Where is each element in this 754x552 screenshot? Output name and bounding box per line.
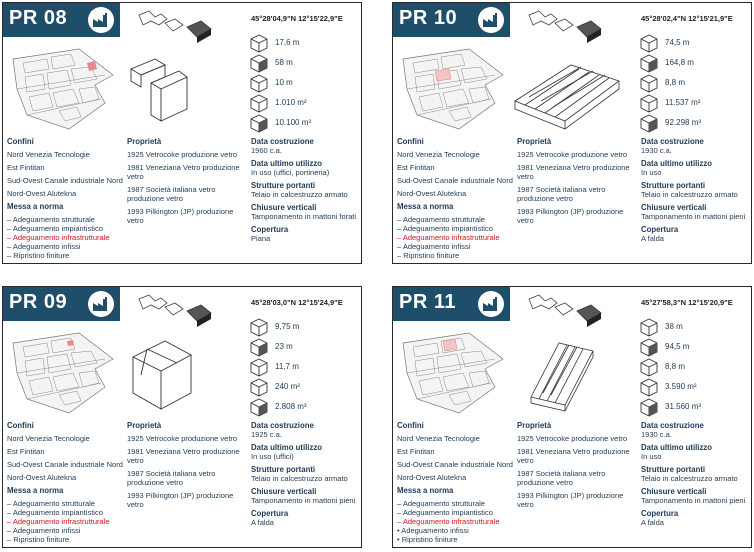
card-header — [393, 287, 510, 321]
area-cube-icon — [639, 378, 659, 398]
messa-item-highlight: – Adeguamento infrastrutturale — [7, 517, 110, 526]
width-cube-icon — [249, 318, 269, 338]
construction-column — [251, 137, 359, 243]
data-ultimo-utilizzo-label: Data ultimo utilizzo — [251, 443, 323, 452]
confini-item: Nord-Ovest Alutekna — [7, 189, 77, 198]
volume-cube-icon — [249, 398, 269, 418]
length-cube-icon — [249, 54, 269, 74]
proprieta-item: 1987 Società italiana vetro produzione vetro — [127, 185, 216, 203]
metric-length: 23 m — [249, 337, 359, 357]
width-cube-icon — [249, 34, 269, 54]
height-cube-icon — [249, 74, 269, 94]
proprieta-item: 1987 Società italiana vetro produzione vetro — [517, 469, 606, 487]
factory-icon — [88, 291, 114, 317]
copertura-label: Copertura — [251, 509, 289, 518]
data-ultimo-utilizzo-label: Data ultimo utilizzo — [251, 159, 323, 168]
construction-column — [251, 421, 359, 527]
data-costruzione-value: 1930 c.a. — [641, 430, 672, 439]
confini-item: Sud-Ovest Canale industriale Nord — [7, 460, 123, 469]
ownership-column — [517, 137, 635, 225]
metrics-list — [249, 33, 359, 133]
proprieta-item: 1993 Pilkington (JP) produzione vetro — [517, 207, 624, 225]
proprieta-item: 1925 Vetrocoke produzione vetro — [517, 150, 628, 159]
strutture-portanti-label: Strutture portanti — [641, 465, 706, 474]
location-iso-icon — [521, 293, 611, 329]
factory-icon — [478, 7, 504, 33]
messa-item: – Adeguamento infissi — [397, 242, 471, 251]
strutture-portanti-value: Telaio in calcestruzzo armato — [641, 190, 738, 199]
location-iso-icon — [131, 9, 221, 45]
metric-height: 8,8 m — [639, 357, 749, 377]
area-cube-icon — [249, 94, 269, 114]
data-ultimo-utilizzo-label: Data ultimo utilizzo — [641, 159, 713, 168]
card-code: PR 09 — [9, 291, 68, 313]
confini-label: Confini — [397, 137, 424, 146]
building-axonometric — [511, 335, 631, 415]
site-map — [9, 45, 119, 135]
chiusure-verticali-value: Tamponamento in mattoni forati — [251, 212, 357, 221]
location-iso-icon — [521, 9, 611, 45]
boundaries-column — [7, 137, 125, 260]
confini-label: Confini — [397, 421, 424, 430]
proprieta-item: 1993 Pilkington (JP) produzione vetro — [127, 207, 234, 225]
factory-icon — [88, 7, 114, 33]
copertura-value: A falda — [641, 234, 664, 243]
messa-item: – Ripristino finiture — [397, 251, 460, 260]
chiusure-verticali-value: Tamponamento in mattoni pieni — [641, 212, 746, 221]
confini-item: Est Fintitan — [397, 163, 435, 172]
data-costruzione-label: Data costruzione — [251, 137, 314, 146]
site-map — [9, 329, 119, 419]
chiusure-verticali-value: Tamponamento in mattoni pieni — [251, 496, 356, 505]
strutture-portanti-value: Telaio in calcestruzzo armato — [251, 190, 348, 199]
metric-volume: 92.298 m³ — [639, 113, 749, 133]
messa-label: Messa a norma — [7, 202, 64, 211]
messa-item: – Adeguamento impiantistico — [397, 508, 493, 517]
chiusure-verticali-label: Chiusure verticali — [251, 487, 317, 496]
card-pr08 — [2, 2, 362, 264]
confini-item: Est Fintitan — [397, 447, 435, 456]
metric-height: 11,7 m — [249, 357, 359, 377]
volume-cube-icon — [639, 114, 659, 134]
messa-item-highlight: – Adeguamento infrastrutturale — [397, 233, 500, 242]
confini-item: Est Fintitan — [7, 447, 45, 456]
metric-width: 17,6 m — [249, 33, 359, 53]
construction-column — [641, 421, 749, 527]
strutture-portanti-label: Strutture portanti — [251, 181, 316, 190]
messa-item: – Adeguamento strutturale — [7, 499, 95, 508]
metrics-list — [639, 317, 749, 417]
confini-item: Sud-Ovest Canale industriale Nord — [397, 176, 513, 185]
card-code: PR 11 — [399, 291, 456, 313]
metric-height: 10 m — [249, 73, 359, 93]
height-cube-icon — [249, 358, 269, 378]
copertura-label: Copertura — [641, 225, 679, 234]
proprieta-item: 1987 Società italiana vetro produzione vetro — [127, 469, 216, 487]
messa-label: Messa a norma — [7, 486, 64, 495]
site-map — [399, 329, 509, 419]
card-code: PR 08 — [9, 7, 68, 29]
messa-item: – Adeguamento strutturale — [397, 215, 485, 224]
building-axonometric — [121, 51, 241, 131]
metric-volume: 2.808 m³ — [249, 397, 359, 417]
length-cube-icon — [639, 338, 659, 358]
strutture-portanti-value: Telaio in calcestruzzo armato — [251, 474, 348, 483]
confini-item: Nord Venezia Tecnologie — [397, 434, 480, 443]
card-pr10 — [392, 2, 752, 264]
data-costruzione-value: 1930 c.a. — [641, 146, 672, 155]
card-code: PR 10 — [399, 7, 458, 29]
metric-length: 164,8 m — [639, 53, 749, 73]
length-cube-icon — [249, 338, 269, 358]
chiusure-verticali-value: Tamponamento in mattoni pieni — [641, 496, 746, 505]
confini-item: Sud-Ovest Canale industriale Nord — [397, 460, 513, 469]
data-costruzione-value: 1925 c.a. — [251, 430, 282, 439]
messa-item: – Adeguamento strutturale — [7, 215, 95, 224]
messa-item-highlight: – Adeguamento infrastrutturale — [397, 517, 500, 526]
messa-item: – Ripristino finiture — [7, 535, 70, 544]
chiusure-verticali-label: Chiusure verticali — [641, 487, 707, 496]
copertura-label: Copertura — [251, 225, 289, 234]
proprieta-item: 1925 Vetrocoke produzione vetro — [127, 150, 238, 159]
data-ultimo-utilizzo-value: In uso (uffici) — [251, 452, 294, 461]
chiusure-verticali-label: Chiusure verticali — [251, 203, 317, 212]
width-cube-icon — [639, 34, 659, 54]
building-axonometric — [511, 51, 631, 131]
boundaries-column — [397, 137, 515, 260]
construction-column — [641, 137, 749, 243]
coordinates: 45°27'58,3"N 12°15'20,9"E — [641, 298, 733, 307]
coordinates: 45°28'04,9"N 12°15'22,9"E — [251, 14, 343, 23]
proprieta-item: 1925 Vetrocoke produzione vetro — [127, 434, 238, 443]
card-pr09 — [2, 286, 362, 548]
proprieta-label: Proprietà — [517, 421, 552, 430]
ownership-column — [127, 421, 245, 509]
messa-item: – Ripristino finiture — [7, 251, 70, 260]
height-cube-icon — [639, 74, 659, 94]
metric-area: 11.537 m² — [639, 93, 749, 113]
card-header — [393, 3, 510, 37]
strutture-portanti-label: Strutture portanti — [641, 181, 706, 190]
building-marker — [435, 69, 451, 81]
confini-item: Nord Venezia Tecnologie — [7, 434, 90, 443]
copertura-label: Copertura — [641, 509, 679, 518]
length-cube-icon — [639, 54, 659, 74]
confini-item: Nord-Ovest Alutekna — [7, 473, 77, 482]
area-cube-icon — [639, 94, 659, 114]
building-marker — [443, 339, 457, 351]
proprieta-label: Proprietà — [127, 421, 162, 430]
metric-height: 8,8 m — [639, 73, 749, 93]
messa-label: Messa a norma — [397, 202, 454, 211]
metrics-list — [249, 317, 359, 417]
proprieta-item: 1981 Veneziana Vetro produzione vetro — [517, 447, 630, 465]
proprieta-item: 1981 Veneziana Vetro produzione vetro — [127, 163, 240, 181]
proprieta-item: 1987 Società italiana vetro produzione vetro — [517, 185, 606, 203]
confini-item: Nord Venezia Tecnologie — [7, 150, 90, 159]
volume-cube-icon — [639, 398, 659, 418]
proprieta-item: 1981 Veneziana Vetro produzione vetro — [517, 163, 630, 181]
metric-volume: 31.560 m³ — [639, 397, 749, 417]
confini-label: Confini — [7, 137, 34, 146]
data-costruzione-value: 1960 c.a. — [251, 146, 282, 155]
messa-item: – Adeguamento infissi — [7, 242, 81, 251]
messa-item: • Ripristino finiture — [397, 535, 458, 544]
data-costruzione-label: Data costruzione — [641, 421, 704, 430]
metric-width: 38 m — [639, 317, 749, 337]
coordinates: 45°28'03,0"N 12°15'24,9"E — [251, 298, 343, 307]
metric-area: 1.010 m² — [249, 93, 359, 113]
proprieta-item: 1981 Veneziana Vetro produzione vetro — [127, 447, 240, 465]
metric-area: 240 m² — [249, 377, 359, 397]
metric-width: 74,5 m — [639, 33, 749, 53]
messa-item: – Adeguamento strutturale — [397, 499, 485, 508]
card-header — [3, 287, 120, 321]
strutture-portanti-value: Telaio in calcestruzzo armato — [641, 474, 738, 483]
height-cube-icon — [639, 358, 659, 378]
messa-item: – Adeguamento impiantistico — [397, 224, 493, 233]
confini-label: Confini — [7, 421, 34, 430]
location-iso-icon — [131, 293, 221, 329]
data-ultimo-utilizzo-value: In uso — [641, 452, 662, 461]
boundaries-column — [7, 421, 125, 544]
data-ultimo-utilizzo-value: In uso (uffici, portineria) — [251, 168, 330, 177]
confini-item: Sud-Ovest Canale industriale Nord — [7, 176, 123, 185]
metric-volume: 10.100 m³ — [249, 113, 359, 133]
area-cube-icon — [249, 378, 269, 398]
confini-item: Est Fintitan — [7, 163, 45, 172]
proprieta-item: 1925 Vetrocoke produzione vetro — [517, 434, 628, 443]
ownership-column — [127, 137, 245, 225]
strutture-portanti-label: Strutture portanti — [251, 465, 316, 474]
messa-item-highlight: – Adeguamento infrastrutturale — [7, 233, 110, 242]
messa-item: – Adeguamento impiantistico — [7, 508, 103, 517]
coordinates: 45°28'02,4"N 12°15'21,9"E — [641, 14, 733, 23]
metric-length: 94,5 m — [639, 337, 749, 357]
proprieta-label: Proprietà — [127, 137, 162, 146]
data-ultimo-utilizzo-label: Data ultimo utilizzo — [641, 443, 713, 452]
messa-label: Messa a norma — [397, 486, 454, 495]
metric-width: 9,75 m — [249, 317, 359, 337]
metrics-list — [639, 33, 749, 133]
messa-item: – Adeguamento impiantistico — [7, 224, 103, 233]
chiusure-verticali-label: Chiusure verticali — [641, 203, 707, 212]
width-cube-icon — [639, 318, 659, 338]
copertura-value: Piana — [251, 234, 271, 243]
data-ultimo-utilizzo-value: In uso — [641, 168, 662, 177]
site-map — [399, 45, 509, 135]
factory-icon — [478, 291, 504, 317]
messa-item: – Adeguamento infissi — [7, 526, 81, 535]
copertura-value: A falda — [251, 518, 274, 527]
ownership-column — [517, 421, 635, 509]
proprieta-label: Proprietà — [517, 137, 552, 146]
confini-item: Nord-Ovest Alutekna — [397, 189, 467, 198]
volume-cube-icon — [249, 114, 269, 134]
data-costruzione-label: Data costruzione — [641, 137, 704, 146]
metric-length: 58 m — [249, 53, 359, 73]
proprieta-item: 1993 Pilkington (JP) produzione vetro — [127, 491, 234, 509]
messa-item: • Adeguamento infissi — [397, 526, 469, 535]
confini-item: Nord Venezia Tecnologie — [397, 150, 480, 159]
building-axonometric — [121, 335, 241, 415]
proprieta-item: 1993 Pilkington (JP) produzione vetro — [517, 491, 624, 509]
metric-area: 3.590 m² — [639, 377, 749, 397]
card-header — [3, 3, 120, 37]
confini-item: Nord-Ovest Alutekna — [397, 473, 467, 482]
card-pr11 — [392, 286, 752, 548]
building-marker — [67, 340, 74, 346]
data-costruzione-label: Data costruzione — [251, 421, 314, 430]
boundaries-column — [397, 421, 515, 544]
copertura-value: A falda — [641, 518, 664, 527]
